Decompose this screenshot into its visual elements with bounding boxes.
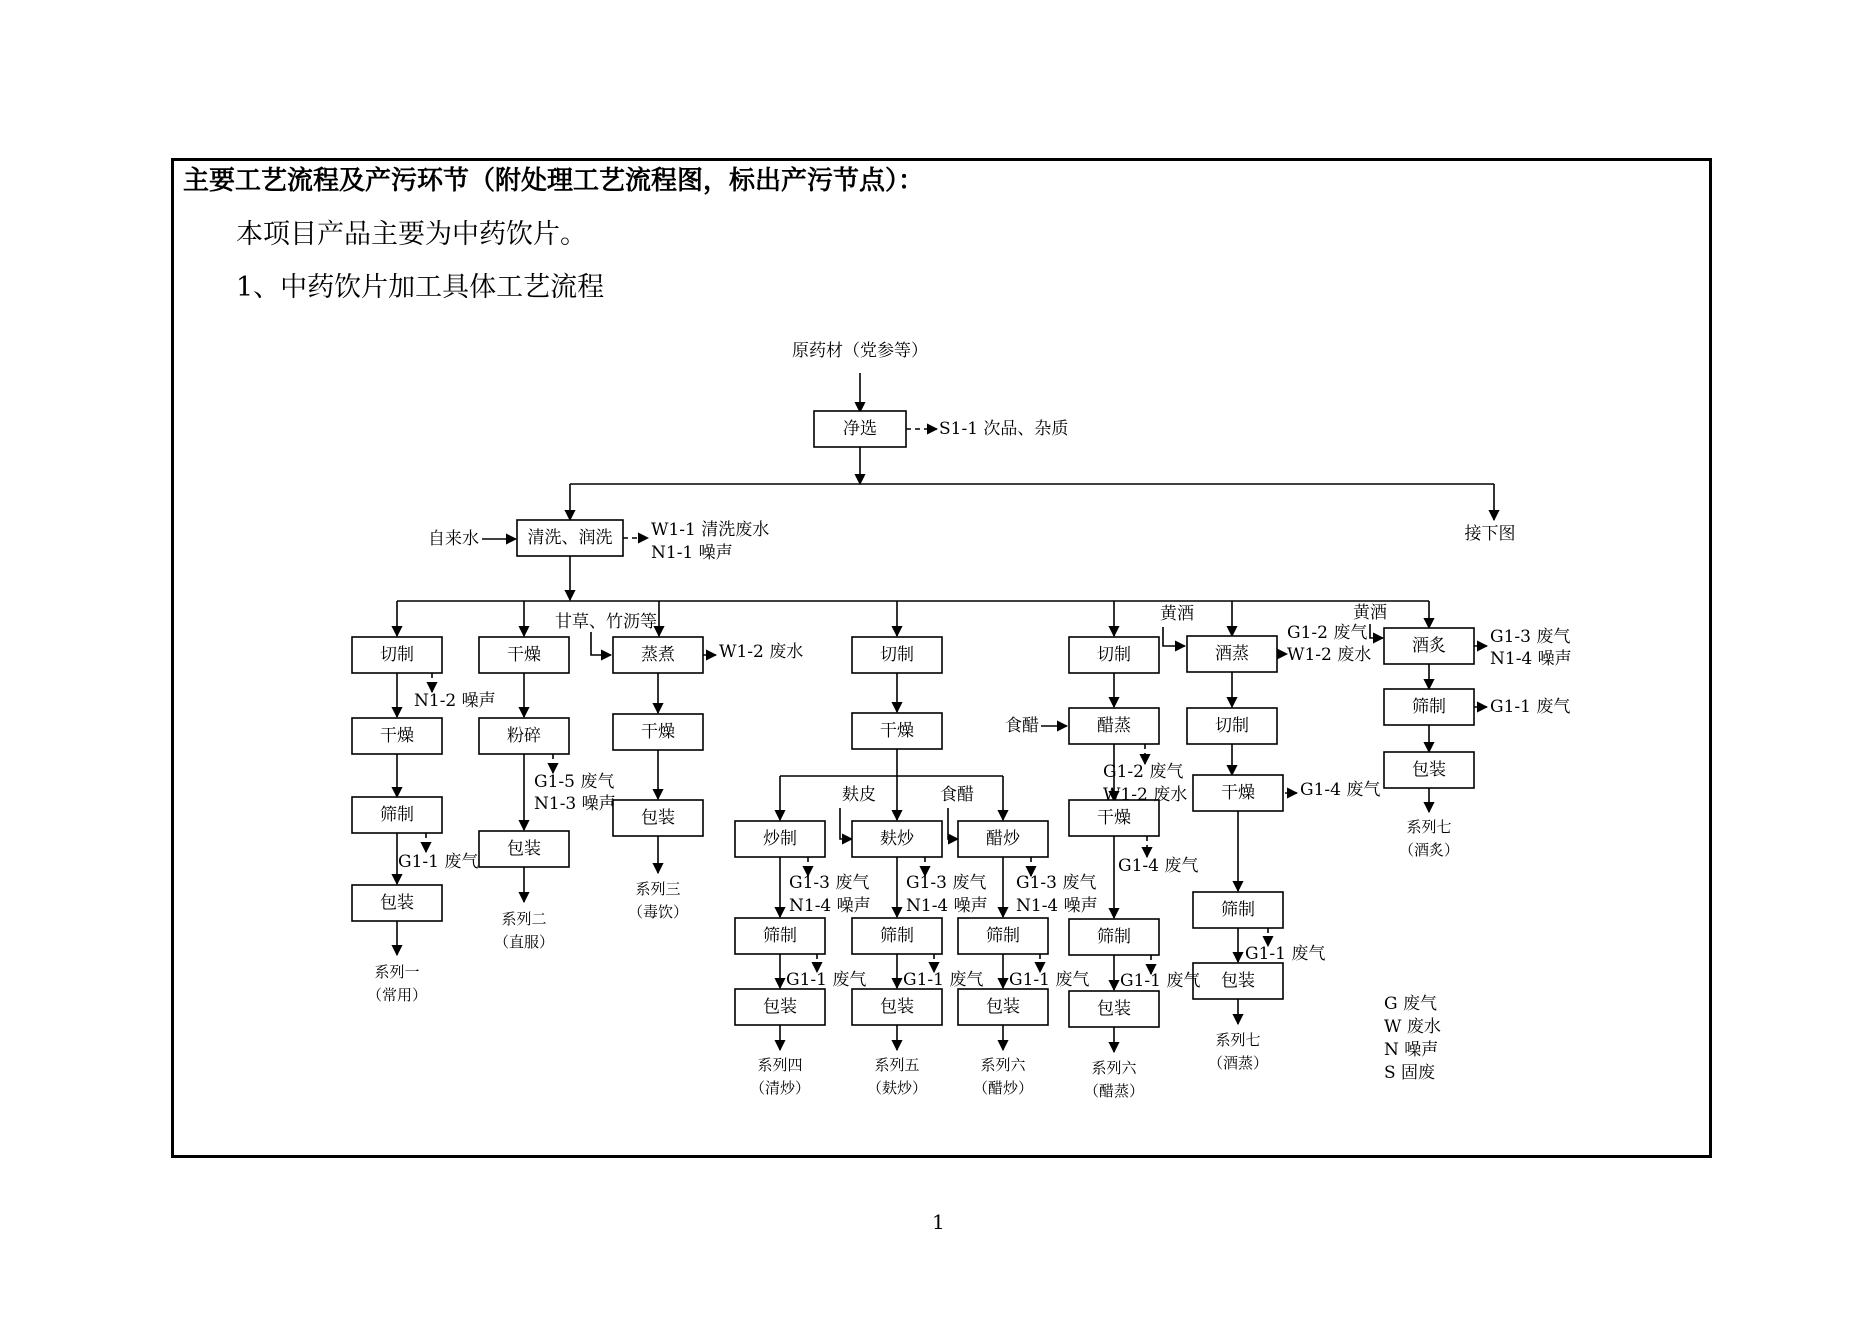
pollutant-g3-b2: G1-3 废气 [906,873,987,893]
step-label-c4_dry: 干燥 [880,721,914,741]
step-label-c8_sieve: 筛制 [1412,697,1446,717]
step-label-c7_sieve: 筛制 [1221,900,1255,920]
step-label-b2_pack: 包装 [880,997,914,1017]
pollutant-g3-b3: G1-3 废气 [1016,873,1097,893]
step-label-c7_cut: 切制 [1215,716,1249,736]
step-label-b2_sieve: 筛制 [880,926,914,946]
step-label-c1_dry: 干燥 [380,726,414,746]
series-5-sub: （麸炒） [866,1079,928,1097]
step-label-c3_pack: 包装 [641,808,675,828]
step-label-b1_sieve: 筛制 [763,926,797,946]
step-label-c2_crush: 粉碎 [507,726,541,746]
pollutant-g4-c7: G1-4 废气 [1300,780,1381,800]
series-8-name: 系列七 [1406,818,1452,836]
step-label-c6_pack: 包装 [1097,999,1131,1019]
step-label-c8_roast: 酒炙 [1412,636,1446,656]
step-label-c6_sieve: 筛制 [1097,927,1131,947]
pollutant-g1-b3: G1-1 废气 [1009,970,1090,990]
vinegar-label-b3: 食醋 [940,785,974,805]
pollutant-w2-c3: W1-2 废水 [719,642,804,662]
step-label-c1_cut: 切制 [380,645,414,665]
pollutant-n4-b3: N1-4 噪声 [1016,896,1098,916]
series-6b-sub: （醋蒸） [1083,1082,1145,1100]
pollutant-g4-c6: G1-4 废气 [1118,856,1199,876]
licorice-label: 甘草、竹沥等 [555,612,657,632]
step-label-c7_pack: 包装 [1221,971,1255,991]
pollutant-g1-b2: G1-1 废气 [903,970,984,990]
step-label-c8_pack: 包装 [1412,760,1446,780]
series-6-sub: （醋炒） [972,1079,1034,1097]
pollutant-n1: N1-1 噪声 [651,543,733,563]
pollutant-n4-c8: N1-4 噪声 [1490,649,1572,669]
arrow-rice-wine-c8 [1370,624,1383,638]
intro-text: 本项目产品主要为中药饮片。 [236,219,587,250]
legend-item: S 固废 [1384,1063,1436,1083]
series-7-name: 系列七 [1215,1031,1261,1049]
pollutant-g5: G1-5 废气 [534,772,615,792]
flow-connectors [397,373,1494,1052]
pollutant-g1-b1: G1-1 废气 [786,970,867,990]
pollutant-n2: N1-2 噪声 [414,691,496,711]
series-8-sub: （酒炙） [1398,841,1460,859]
step-label-c7_dry: 干燥 [1221,783,1255,803]
arrow-bran [840,808,852,839]
step-label-b1_fry: 炒制 [763,829,797,849]
legend-item: G 废气 [1384,994,1437,1014]
step-label-c4_cut: 切制 [880,645,914,665]
step-label-c6_dry: 干燥 [1097,808,1131,828]
section-heading: 主要工艺流程及产污环节（附处理工艺流程图，标出产污节点）： [183,166,925,196]
step-label-c6_cut: 切制 [1097,645,1131,665]
pollutant-w2-c7: W1-2 废水 [1287,645,1372,665]
next-figure-label: 接下图 [1464,524,1516,544]
pollutant-n4-b1: N1-4 噪声 [789,896,871,916]
step-label-c3_dry: 干燥 [641,722,675,742]
arrow-licorice [591,632,611,655]
arrow-rice-wine-c7 [1163,627,1185,646]
step-label-b3_pack: 包装 [986,997,1020,1017]
step-label-c2_dry: 干燥 [507,645,541,665]
page-number: 1 [932,1210,945,1234]
pollutant-g3-b1: G1-3 废气 [789,873,870,893]
legend-item: N 噪声 [1384,1040,1439,1060]
series-6b-name: 系列六 [1091,1059,1137,1077]
step-label-b3_sieve: 筛制 [986,926,1020,946]
series-2-sub: （直服） [493,933,555,951]
series-1-name: 系列一 [374,963,420,981]
pollutant-g1-c7: G1-1 废气 [1245,944,1326,964]
step-label-c7_steam: 酒蒸 [1215,644,1249,664]
flow-subheading: 1、中药饮片加工具体工艺流程 [236,272,605,303]
pollutant-g2-c6: G1-2 废气 [1103,762,1184,782]
step-label-b3_fry: 醋炒 [986,829,1020,849]
pollutant-g1-c6: G1-1 废气 [1120,971,1201,991]
step-label-b1_pack: 包装 [763,997,797,1017]
step-label-b2_fry: 麸炒 [880,829,914,849]
raw-material-label: 原药材（党参等） [792,341,928,361]
step-label-select: 净选 [843,419,877,439]
pollutant-g2-c7: G1-2 废气 [1287,623,1368,643]
series-3-name: 系列三 [635,880,681,898]
vinegar-label-c6: 食醋 [1005,716,1039,736]
pollutant-s1: S1-1 次品、杂质 [939,419,1069,439]
step-label-c1_pack: 包装 [380,893,414,913]
pollutant-g1-c8: G1-1 废气 [1490,697,1571,717]
step-label-c2_pack: 包装 [507,839,541,859]
series-4-name: 系列四 [757,1056,803,1074]
rice-wine-label-c8: 黄酒 [1353,603,1387,623]
tap-water-label: 自来水 [428,529,479,549]
pollutant-w2-c6: W1-2 废水 [1103,785,1188,805]
legend-item: W 废水 [1384,1017,1441,1037]
series-7-sub: （酒蒸） [1207,1054,1269,1072]
arrow-vinegar-b3 [948,808,958,839]
pollutant-n3: N1-3 噪声 [534,794,616,814]
step-label-c1_sieve: 筛制 [380,805,414,825]
pollutant-w1: W1-1 清洗废水 [651,520,770,540]
series-3-sub: （毒饮） [627,903,689,921]
series-5-name: 系列五 [874,1056,920,1074]
pollutant-g3-c8: G1-3 废气 [1490,627,1571,647]
pollutant-n4-b2: N1-4 噪声 [906,896,988,916]
series-2-name: 系列二 [501,910,547,928]
step-label-c3_steam: 蒸煮 [641,645,675,665]
series-6-name: 系列六 [980,1056,1026,1074]
step-label-c6_steam: 醋蒸 [1097,716,1131,736]
pollutant-g1-c1: G1-1 废气 [398,852,479,872]
bran-label: 麸皮 [842,785,876,805]
series-1-sub: （常用） [366,986,428,1004]
rice-wine-label-c7: 黄酒 [1160,604,1194,624]
step-label-wash: 清洗、润洗 [527,528,613,548]
series-4-sub: （清炒） [749,1079,811,1097]
